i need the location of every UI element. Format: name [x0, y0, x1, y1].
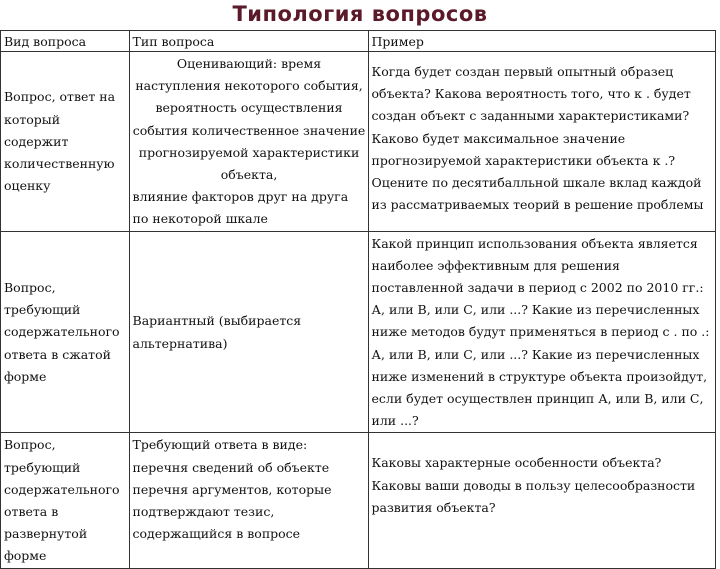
header-example: Пример — [368, 31, 715, 52]
row1-type-b: влияние факторов друг на друга по некоторой шкале — [132, 189, 349, 227]
table-row — [1, 52, 716, 232]
header-kind: Вид вопроса — [1, 31, 130, 52]
row3-type: Требующий ответа в виде: перечня сведений об объекте перечня аргументов, которые подтверждают тезис, содержащийся в вопросе — [129, 433, 368, 568]
row1-kind: Вопрос, ответ на который содержит количественную оценку — [1, 52, 130, 232]
row1-example-b: Каково будет максимальное значение прогнозируемой характеристики объекта к .? — [371, 130, 676, 168]
question-typology-table — [0, 30, 716, 569]
table-row — [1, 231, 716, 433]
header-type: Тип вопроса — [129, 31, 368, 52]
row3-example-a: Каковы характерные особенности объекта? — [371, 455, 662, 471]
table-row — [1, 433, 716, 568]
row1-example-c: Оцените по десятибалльной шкале вклад каждой из рассматриваемых теорий в решение проблемы — [371, 175, 704, 213]
slide-title: Типология вопросов — [232, 2, 488, 26]
table-header-row — [1, 31, 716, 52]
row1-type-a: Оценивающий: время наступления некоторого события, вероятность осуществления события количественное значение прогнозируемой характеристики объекта, — [132, 56, 366, 183]
row2-type: Вариантный (выбирается альтернатива) — [129, 231, 368, 433]
row3-kind: Вопрос, требующий содержательного ответа в развернутой форме — [1, 433, 130, 568]
row3-example — [368, 433, 715, 568]
row2-example: Какой принцип использования объекта является наиболее эффективным для решения поставленной задачи в период с 2002 по 2010 гг.: А, или В, или С, или ...? Какие из перечисленных ниже методов будут применяться в период с . по .: А, или В, или С, или ...? Какие из перечисленных ниже изменений в структуре объекта произойдут, если будет осуществлен принцип А, или В, или С, или ...? — [368, 231, 715, 433]
row1-example-a: Когда будет создан первый опытный образец объекта? Какова вероятность того, что к . будет создан объект с заданными характеристиками? — [371, 64, 691, 124]
row2-kind: Вопрос, требующий содержательного ответа в сжатой форме — [1, 231, 130, 433]
row1-type — [129, 52, 368, 232]
row3-example-b: Каковы ваши доводы в пользу целесообразности развития объекта? — [371, 477, 696, 515]
row1-example — [368, 52, 715, 232]
